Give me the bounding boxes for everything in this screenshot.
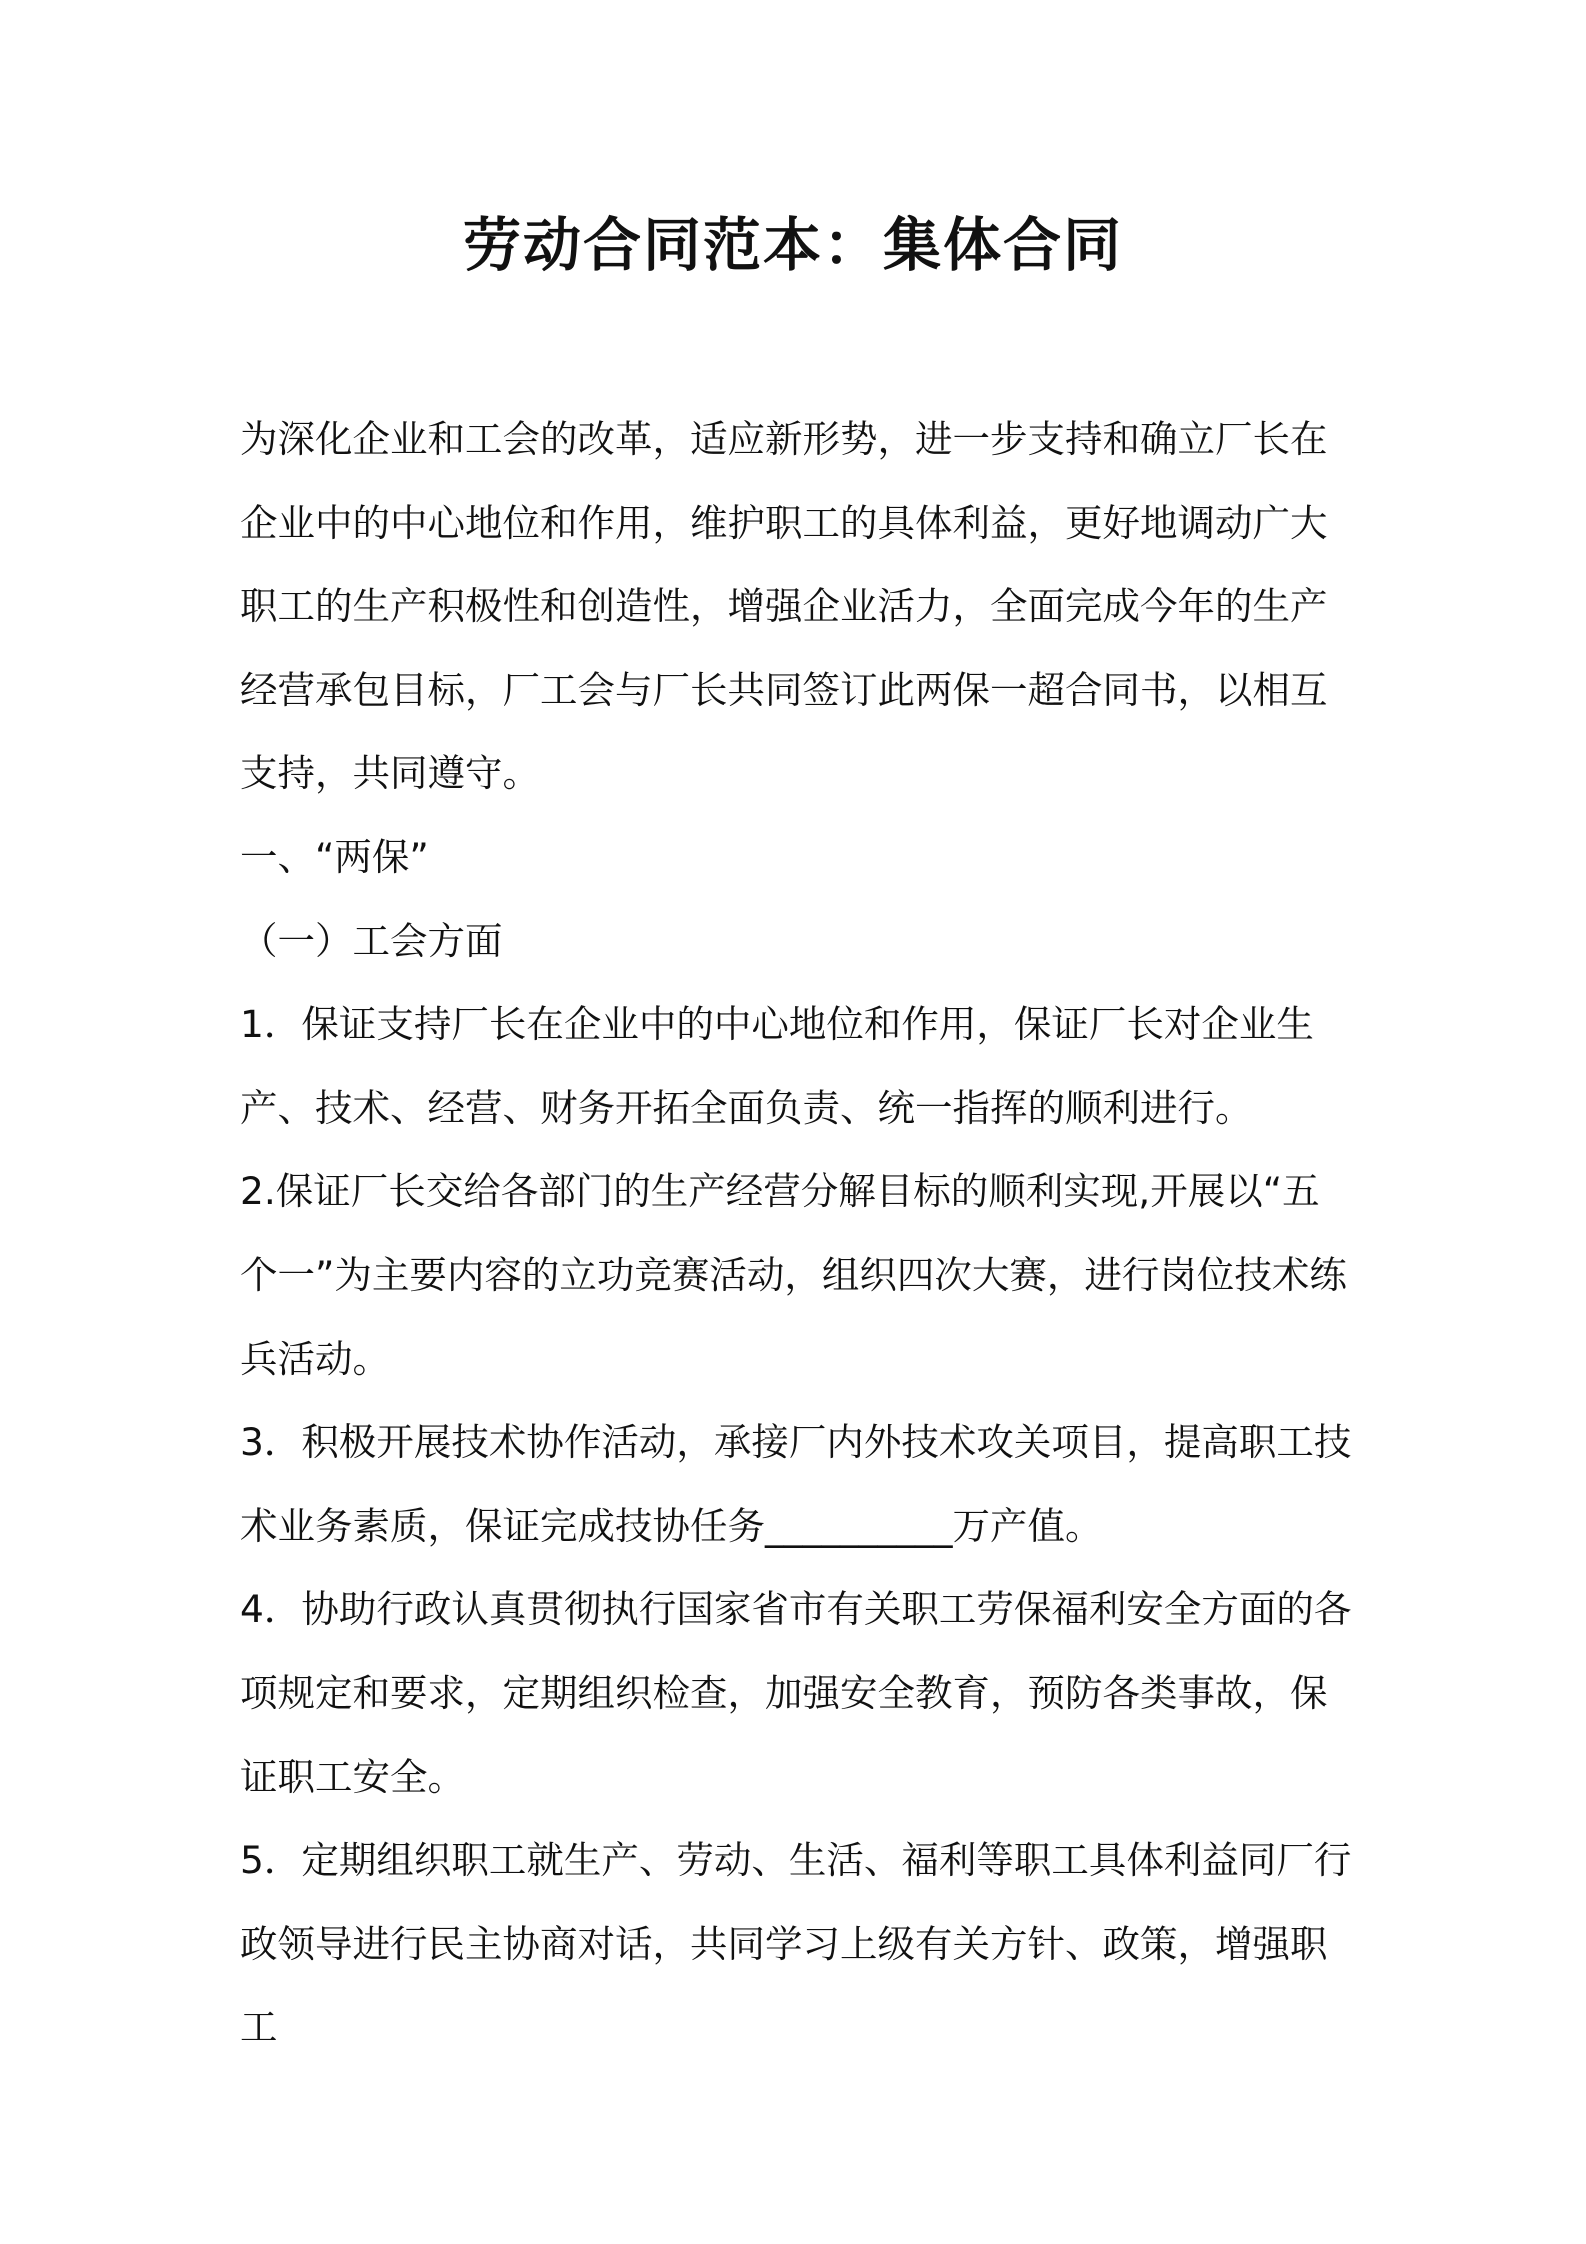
document-title: 劳动合同范本：集体合同 bbox=[462, 211, 1123, 279]
subsection-heading: （一）工会方面 bbox=[240, 918, 503, 963]
clause-5: 5．定期组织职工就生产、劳动、生活、福利等职工具体利益同厂行政领导进行民主协商对话，共同学习上级有关方针、政策，增强职工 bbox=[240, 1838, 1352, 2050]
clause-2: 2.保证厂长交给各部门的生产经营分解目标的顺利实现,开展以“五个一”为主要内容的立功竞赛活动，组织四次大赛，进行岗位技术练兵活动。 bbox=[240, 1169, 1347, 1381]
document-body bbox=[240, 398, 1356, 2070]
clause-3: 3．积极开展技术协作活动，承接厂内外技术攻关项目，提高职工技术业务素质，保证完成技协任务__________万产值。 bbox=[240, 1420, 1352, 1548]
clause-4: 4．协助行政认真贯彻执行国家省市有关职工劳保福利安全方面的各项规定和要求，定期组织检查，加强安全教育，预防各类事故，保证职工安全。 bbox=[240, 1587, 1352, 1799]
clause-1: 1．保证支持厂长在企业中的中心地位和作用，保证厂长对企业生产、技术、经营、财务开拓全面负责、统一指挥的顺利进行。 bbox=[240, 1002, 1314, 1130]
intro-paragraph: 为深化企业和工会的改革，适应新形势，进一步支持和确立厂长在企业中的中心地位和作用，维护职工的具体利益，更好地调动广大职工的生产积极性和创造性，增强企业活力，全面完成今年的生产经营承包目标，厂工会与厂长共同签订此两保一超合同书，以相互支持，共同遵守。 bbox=[240, 417, 1328, 796]
section-heading: 一、“两保” bbox=[240, 834, 429, 879]
